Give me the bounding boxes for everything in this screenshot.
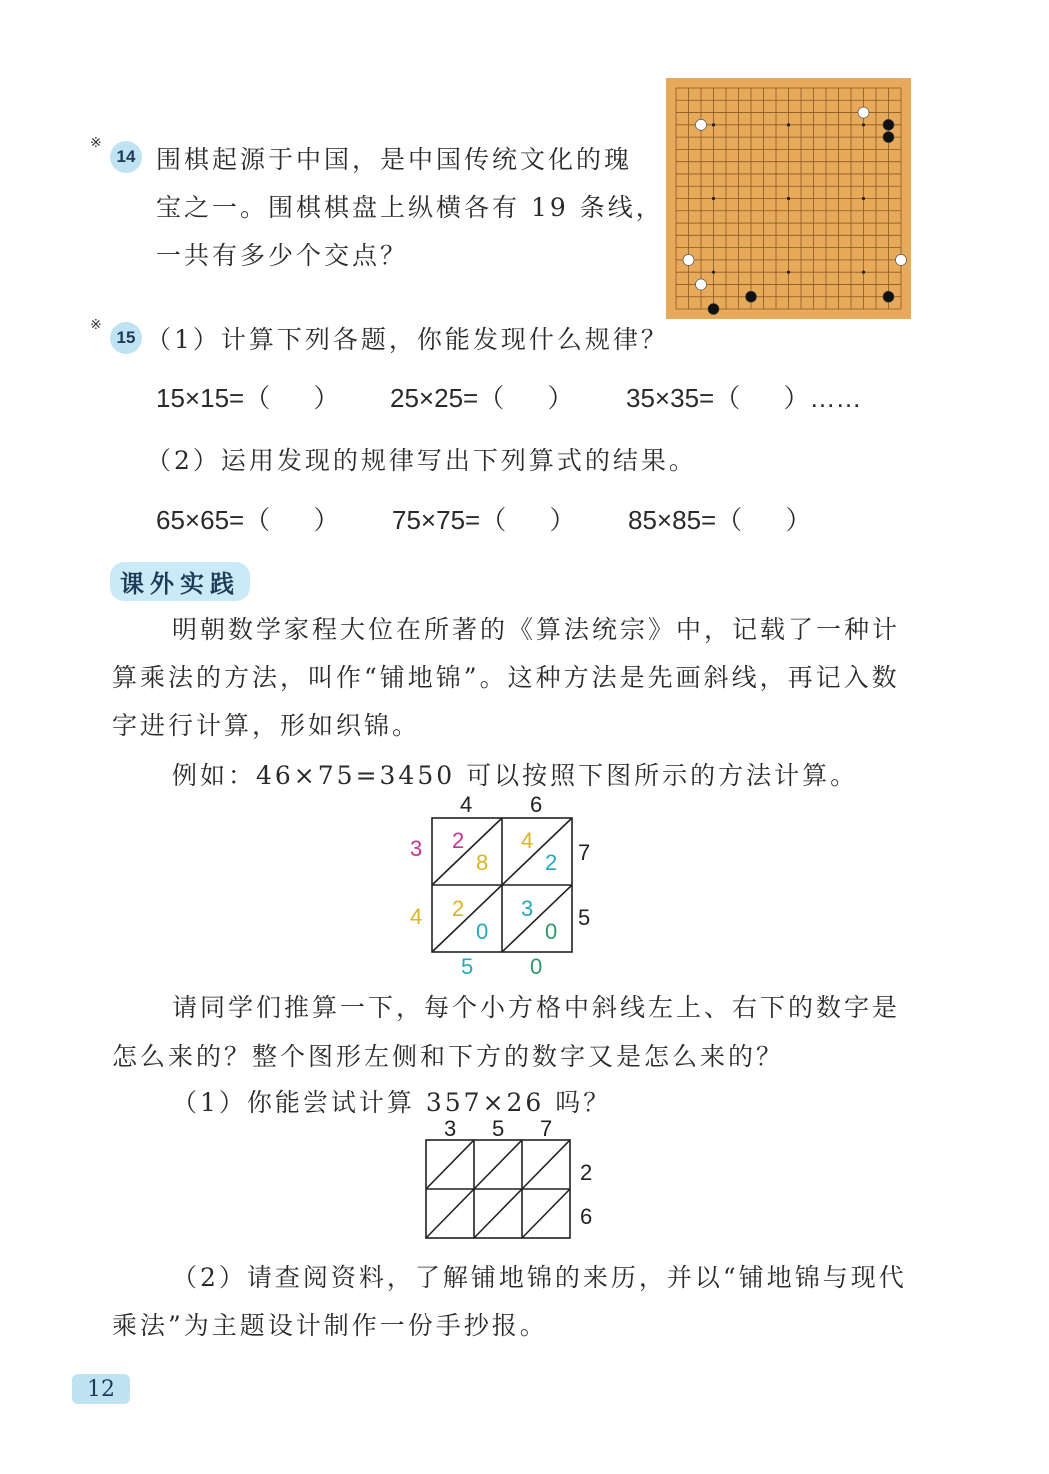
multiplier-digit: 2 (580, 1160, 593, 1185)
cell-digit-upper: 4 (521, 828, 534, 853)
star-point (862, 197, 865, 200)
star-point (712, 123, 715, 126)
star-point (787, 123, 790, 126)
black-stone (883, 291, 894, 302)
result-digit-left: 4 (410, 904, 423, 929)
cell-digit-upper: 2 (452, 828, 465, 853)
result-digit-left: 3 (410, 836, 423, 861)
page-number: 12 (72, 1374, 130, 1404)
star-point (712, 271, 715, 274)
example-line: 例如：46×75=3450 可以按照下图所示的方法计算。 (172, 761, 859, 790)
white-stone (858, 107, 869, 118)
practice-paragraph-line: 请同学们推算一下，每个小方格中斜线左上、右下的数字是 (172, 993, 901, 1022)
q14-line-1: 围棋起源于中国，是中国传统文化的瑰 (156, 145, 633, 174)
expression: 65×65=（ ） (156, 505, 340, 535)
result-digit-bottom: 5 (461, 954, 474, 979)
expression: 25×25=（ ） (390, 383, 574, 413)
task-2-line: （2）请查阅资料，了解铺地锦的来历，并以“铺地锦与现代 (172, 1263, 907, 1292)
multiplicand-digit: 6 (530, 792, 543, 817)
star-point (787, 271, 790, 274)
multiplicand-digit: 3 (444, 1116, 457, 1141)
multiplicand-digit: 7 (540, 1116, 553, 1141)
expression: 85×85=（ ） (628, 505, 812, 535)
cell-digit-lower: 8 (476, 850, 489, 875)
multiplier-digit: 7 (578, 840, 591, 865)
black-stone (883, 119, 894, 130)
multiplier-digit: 6 (580, 1204, 593, 1229)
black-stone (708, 304, 719, 315)
multiplicand-digit: 4 (460, 792, 473, 817)
expression: 15×15=（ ） (156, 383, 340, 413)
q15-part1: （1）计算下列各题，你能发现什么规律？ (146, 325, 669, 354)
white-stone (696, 119, 707, 130)
q14-line-2: 宝之一。围棋棋盘上纵横各有 19 条线， (156, 193, 664, 222)
result-digit-bottom: 0 (530, 954, 543, 979)
go-board-image (666, 78, 911, 319)
optional-mark: ※ (90, 135, 102, 151)
q14-line-3: 一共有多少个交点？ (156, 241, 409, 270)
white-stone (683, 254, 694, 265)
expression: 35×35=（ ）…… (626, 383, 862, 413)
multiplier-digit: 5 (578, 905, 591, 930)
practice-paragraph-line: 怎么来的？整个图形左侧和下方的数字又是怎么来的？ (112, 1042, 785, 1071)
question-number-15: 15 (110, 322, 142, 354)
black-stone (746, 291, 757, 302)
optional-mark: ※ (90, 317, 102, 333)
practice-paragraph-line: 明朝数学家程大位在所著的《算法统宗》中，记载了一种计 (172, 615, 901, 644)
cell-digit-upper: 2 (452, 896, 465, 921)
cell-digit-lower: 2 (545, 850, 558, 875)
white-stone (896, 254, 907, 265)
star-point (862, 271, 865, 274)
section-tag: 课外实践 (110, 562, 250, 601)
star-point (862, 123, 865, 126)
practice-paragraph-line: 算乘法的方法，叫作“铺地锦”。这种方法是先画斜线，再记入数 (112, 663, 900, 692)
multiplicand-digit: 5 (492, 1116, 505, 1141)
question-number-14: 14 (110, 141, 142, 173)
task-2-line: 乘法”为主题设计制作一份手抄报。 (112, 1311, 548, 1340)
star-point (787, 197, 790, 200)
star-point (712, 197, 715, 200)
task-1: （1）你能尝试计算 357×26 吗？ (172, 1088, 612, 1117)
cell-digit-lower: 0 (476, 919, 489, 944)
cell-digit-upper: 3 (521, 896, 534, 921)
lattice-diagram-46x75 (400, 788, 600, 980)
cell-digit-lower: 0 (545, 919, 558, 944)
black-stone (883, 132, 894, 143)
practice-paragraph-line: 字进行计算，形如织锦。 (112, 711, 421, 740)
lattice-diagram-357x26 (420, 1116, 610, 1242)
white-stone (696, 279, 707, 290)
expression: 75×75=（ ） (392, 505, 576, 535)
q15-part2: （2）运用发现的规律写出下列算式的结果。 (146, 446, 697, 475)
